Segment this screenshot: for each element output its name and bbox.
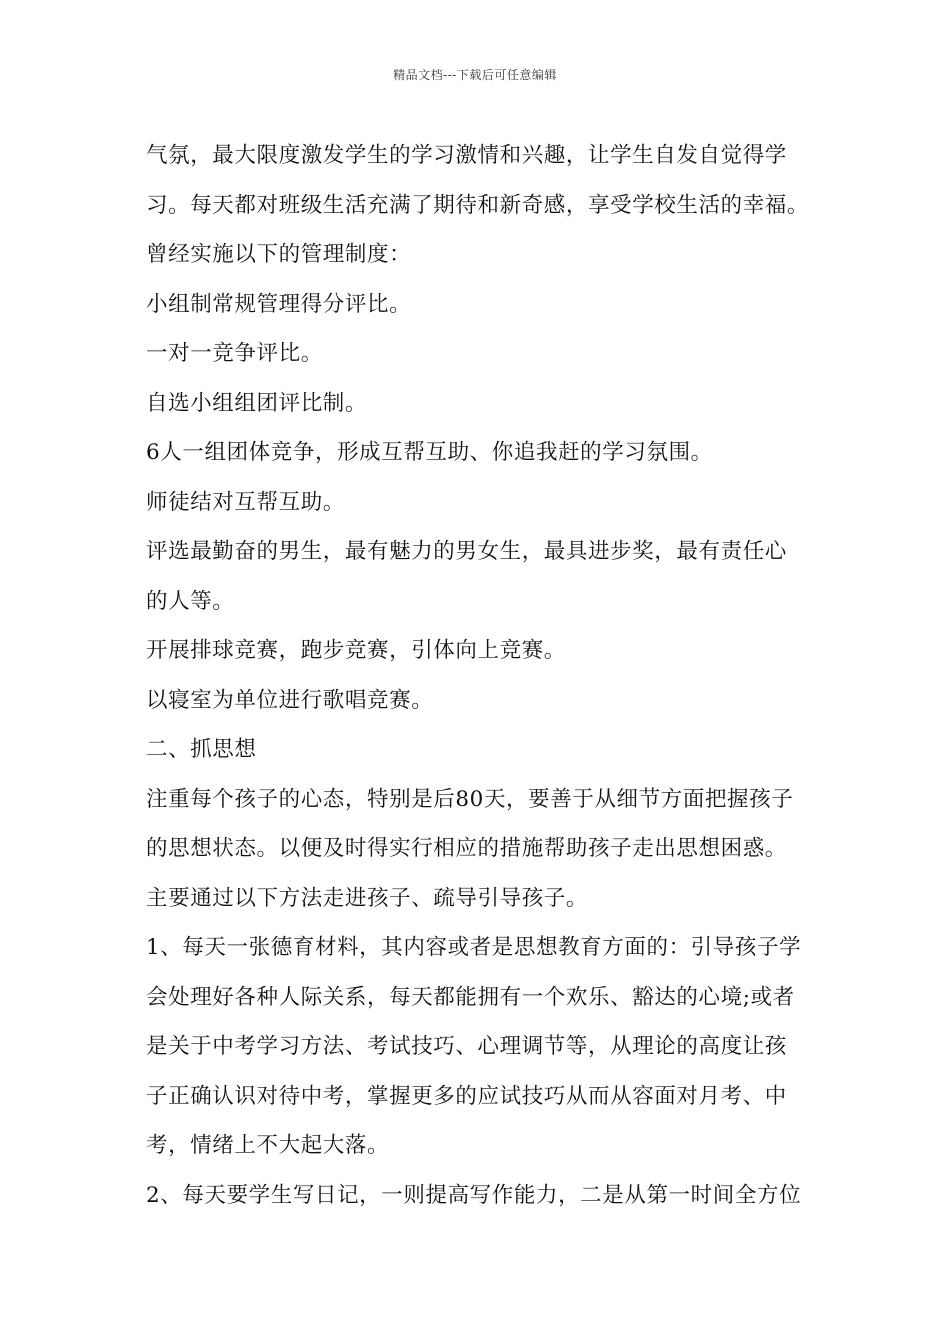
text-line: 曾经实施以下的管理制度： xyxy=(146,242,412,267)
text-line: 气氛，最大限度激发学生的学习激情和兴趣，让学生自发自觉得学 xyxy=(146,143,787,168)
page-header: 精品文档---下载后可任意编辑 xyxy=(393,68,557,82)
text-line: 的思想状态。以便及时得实行相应的措施帮助孩子走出思想困惑。 xyxy=(146,836,787,861)
text-line: 师徒结对互帮互助。 xyxy=(146,489,345,515)
text-line: 小组制常规管理得分评比。 xyxy=(146,291,412,317)
text-line: 考，情绪上不大起大落。 xyxy=(146,1133,390,1158)
text-line: 习。每天都对班级生活充满了期待和新奇感，享受学校生活的幸福。 xyxy=(146,192,810,218)
text-line: 评选最勤奋的男生，最有魅力的男女生，最具进步奖，最有责任心 xyxy=(146,539,787,564)
text-line: 会处理好各种人际关系，每天都能拥有一个欢乐、豁达的心境;或者 xyxy=(146,984,795,1010)
text-line: 是关于中考学习方法、考试技巧、心理调节等，从理论的高度让孩 xyxy=(146,1034,787,1059)
text-line: 开展排球竞赛，跑步竞赛，引体向上竞赛。 xyxy=(146,638,566,663)
document-body xyxy=(146,131,816,1220)
text-line: 子正确认识对待中考，掌握更多的应试技巧从而从容面对月考、中 xyxy=(146,1083,787,1109)
text-line: 自选小组组团评比制。 xyxy=(146,390,368,416)
text-line: 的人等。 xyxy=(146,588,235,614)
text-line: 注重每个孩子的心态，特别是后80天，要善于从细节方面把握孩子 xyxy=(146,786,794,812)
section-heading: 二、抓思想 xyxy=(146,737,257,762)
text-line: 一对一竞争评比。 xyxy=(146,341,323,366)
text-line: 6人一组团体竞争，形成互帮互助、你追我赶的学习氛围。 xyxy=(146,440,713,465)
text-line: 主要通过以下方法走进孩子、疏导引导孩子。 xyxy=(146,885,589,911)
text-line: 以寝室为单位进行歌唱竞赛。 xyxy=(146,687,434,713)
text-line: 2、每天要学生写日记，一则提高写作能力，二是从第一时间全方位 xyxy=(146,1182,802,1208)
text-line: 1、每天一张德育材料，其内容或者是思想教育方面的：引导孩子学 xyxy=(146,935,802,960)
